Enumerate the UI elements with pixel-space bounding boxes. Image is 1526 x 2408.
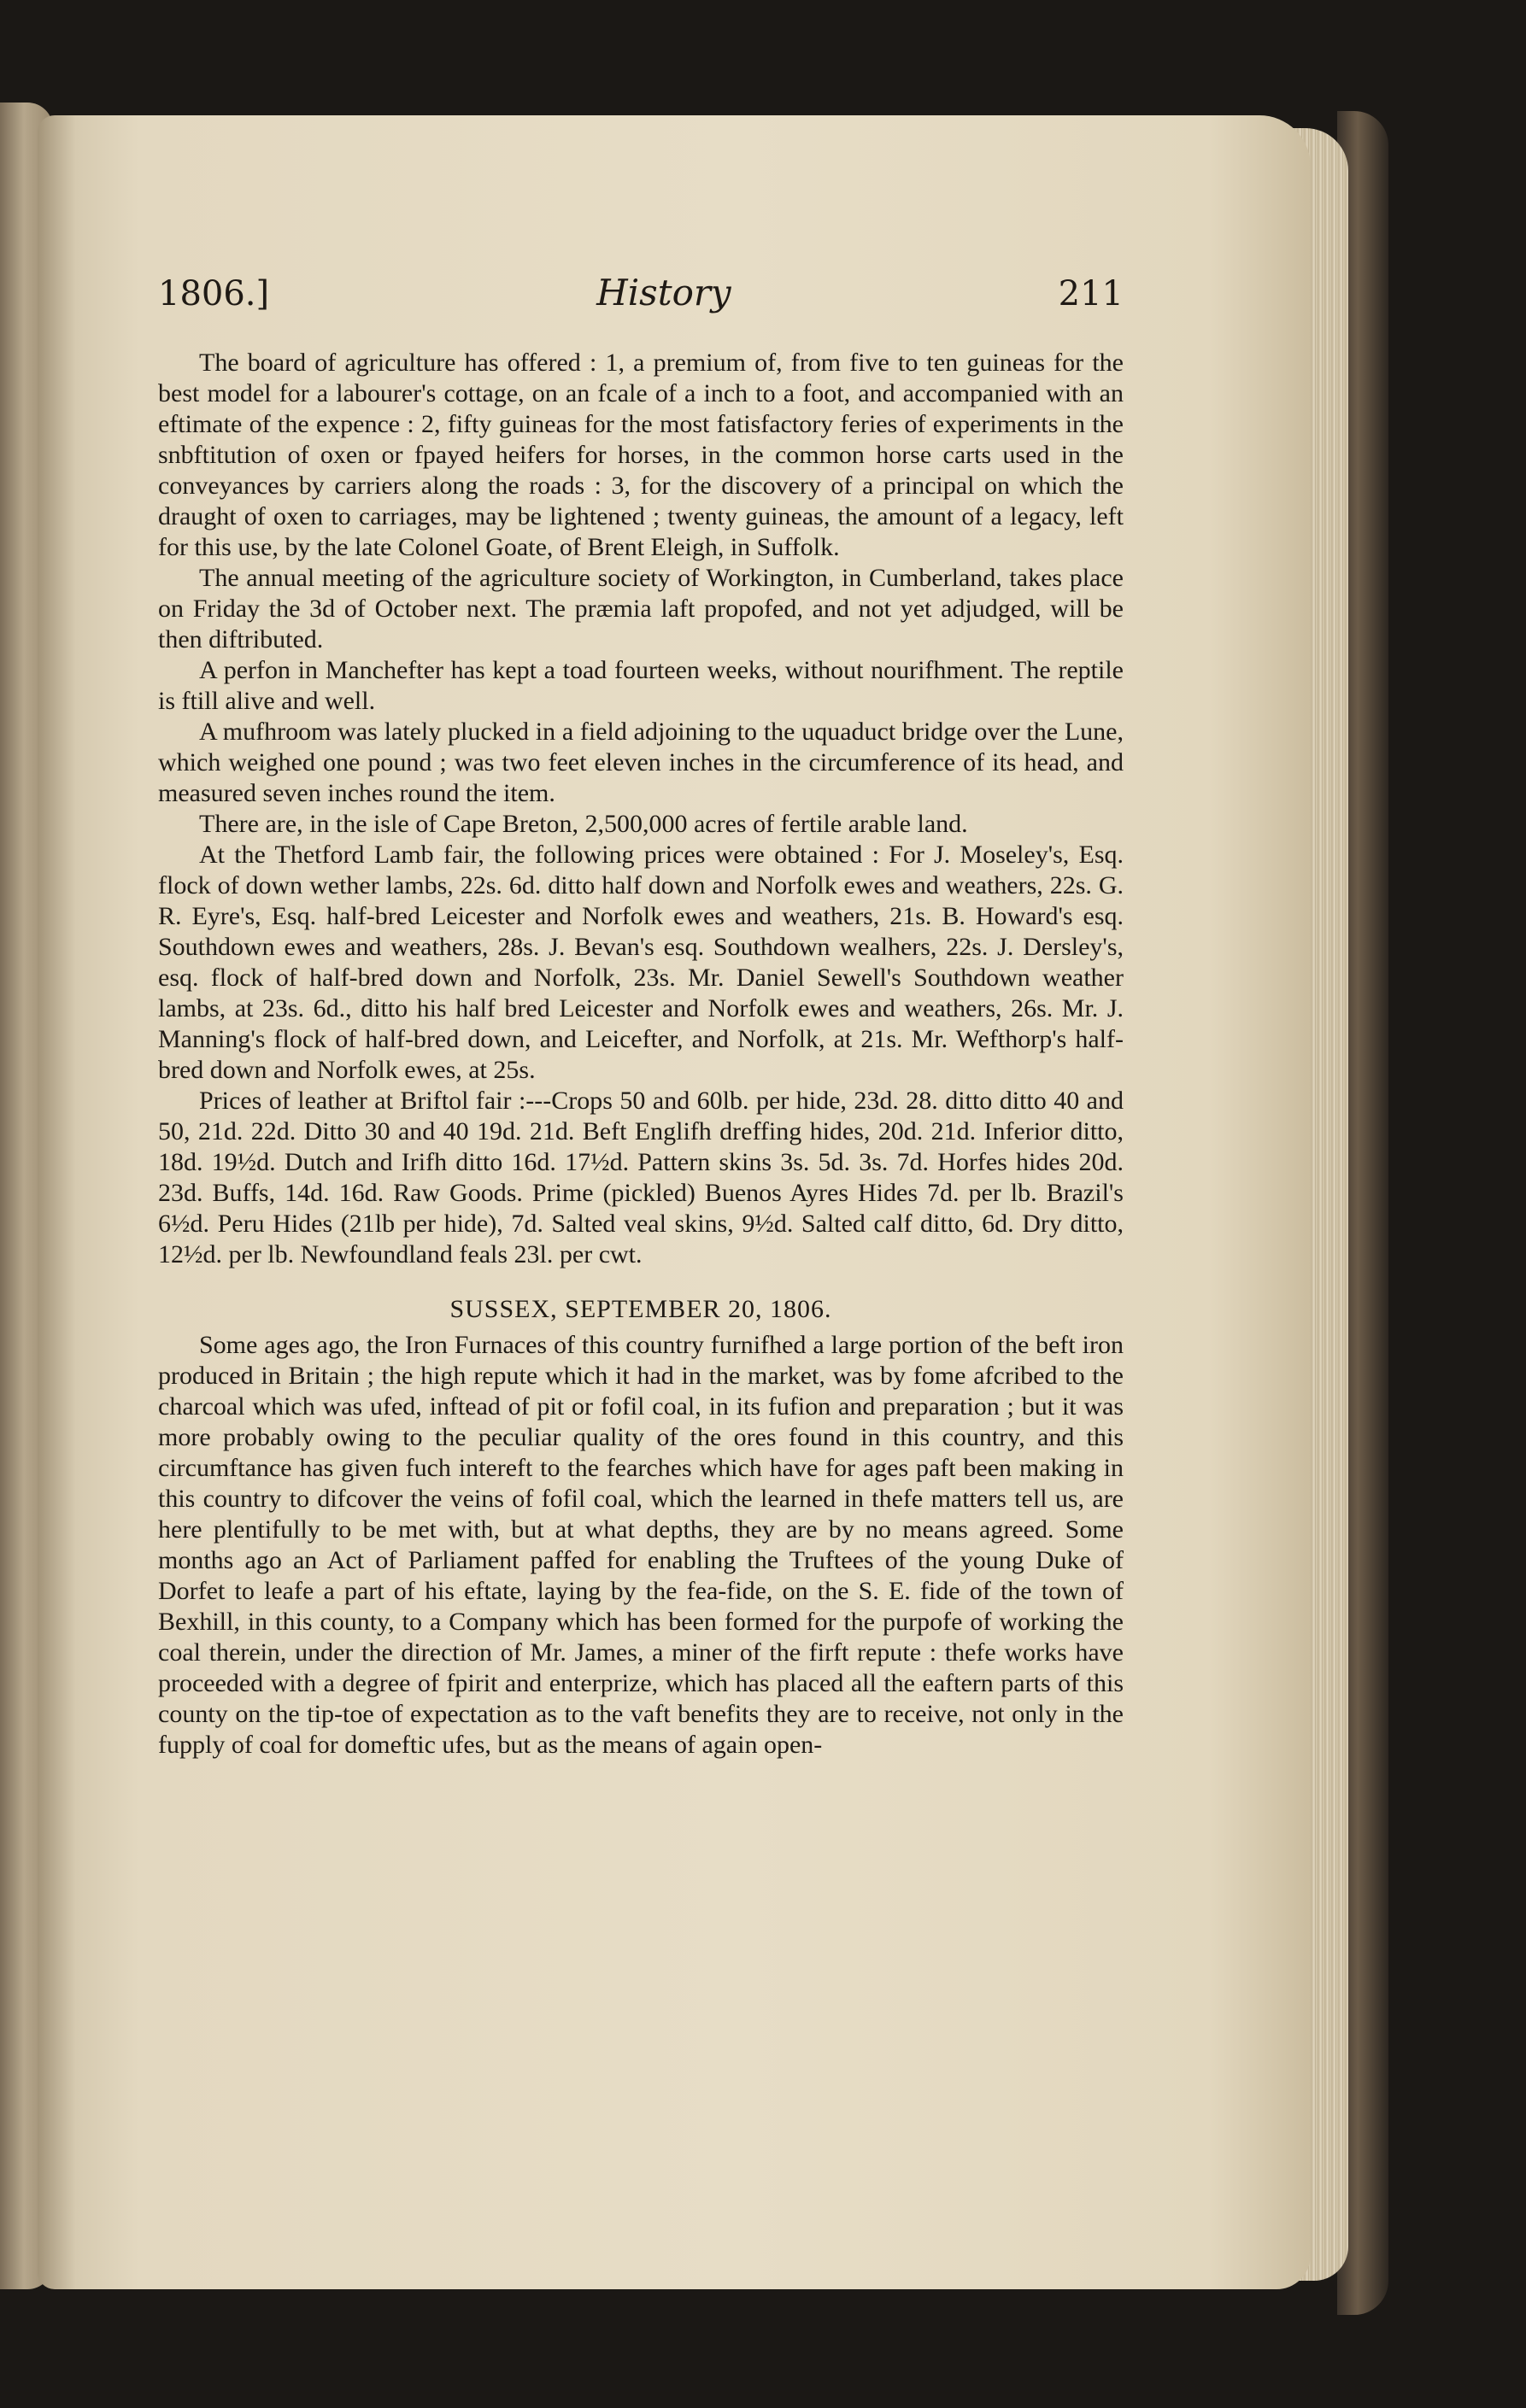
page-header [158,272,1124,313]
paragraph: Prices of leather at Briftol fair :---Crops 50 and 60lb. per hide, 23d. 28. ditto ditto 40 and 50, 21d. 22d. Ditto 30 and 40 19d. 21d. Beft Englifh dreffing hides, 20d. 21d. Inferior ditto, 18d. 19½d. Dutch and Irifh ditto 16d. 17½d. Pattern skins 3s. 5d. 3s. 7d. Horfes hides 20d. 23d. Buffs, 14d. 16d. Raw Goods. Prime (pickled) Buenos Ayres Hides 7d. per lb. Brazil's 6½d. Peru Hides (21lb per hide), 7d. Salted veal skins, 9½d. Salted calf ditto, 6d. Dry ditto, 12½d. per lb. Newfoundland feals 23l. per cwt. [158,1087,1124,1268]
paragraph: A perfon in Manchefter has kept a toad fourteen weeks, without nourifhment. The reptile is ftill alive and well. [158,656,1124,715]
paragraph: The annual meeting of the agriculture society of Workington, in Cumberland, takes place on Friday the 3d of October next. The præmia laft propofed, and not yet adjudged, will be then diftributed. [158,564,1124,653]
running-title: History [596,272,731,313]
paragraph: The board of agriculture has offered : 1, a premium of, from five to ten guineas for the best model for a labourer's cottage, on an fcale of a inch to a foot, and accompanied with an eftimate of the expence : 2, fifty guineas for the most fatisfactory feries of experiments in the snbftitution of oxen or fpayed heifers for horses, in the common horse carts used in the conveyances by carriers along the roads : 3, for the discovery of a principal on which the draught of oxen to carriages, may be lightened ; twenty guineas, the amount of a legacy, left for this use, by the late Colonel Goate, of Brent Eleigh, in Suffolk. [158,349,1124,561]
paragraph: Some ages ago, the Iron Furnaces of this country furnifhed a large portion of the beft iron produced in Britain ; the high repute which it had in the market, was by fome afcribed to the charcoal which was ufed, inftead of pit or fofil coal, in its fufion and preparation ; but it was more probably owing to the peculiar quality of the ores found in this country, and this circumftance has given fuch intereft to the fearches which have for ages paft been making in this country to difcover the veins of fofil coal, which the learned in thefe matters tell us, are here plentifully to be met with, but at what depths, they are by no means agreed. Some months ago an Act of Parliament paffed for enabling the Truftees of the young Duke of Dorfet to leafe a part of his eftate, laying by the fea-fide, on the S. E. fide of the town of Bexhill, in this county, to a Company which has been formed for the purpofe of working the coal therein, under the direction of Mr. James, a miner of the firft repute : thefe works have proceeded with a degree of fpirit and enterprize, which has placed all the eaftern parts of this county on the tip-toe of expectation as to the vaft benefits they are to receive, not only in the fupply of coal for domeftic ufes, but as the means of again open- [158,1331,1124,1759]
page-text-block [158,272,1124,1761]
paragraph: There are, in the isle of Cape Breton, 2,500,000 acres of fertile arable land. [199,810,968,838]
paragraph: A mufhroom was lately plucked in a field adjoining to the uquaduct bridge over the Lune, which weighed one pound ; was two feet eleven inches in the circumference of its head, and measured seven inches round the item. [158,718,1124,807]
page-number: 211 [1058,274,1124,313]
section-heading: SUSSEX, SEPTEMBER 20, 1806. [449,1295,832,1323]
paragraph: At the Thetford Lamb fair, the following prices were obtained : For J. Moseley's, Esq. flock of down wether lambs, 22s. 6d. ditto half down and Norfolk ewes and weathers, 22s. G. R. Eyre's, Esq. half-bred Leicester and Norfolk ewes and weathers, 21s. B. Howard's esq. Southdown ewes and weathers, 28s. J. Bevan's esq. Southdown wealhers, 22s. J. Dersley's, esq. flock of half-bred down and Norfolk, 23s. Mr. Daniel Sewell's Southdown weather lambs, at 23s. 6d., ditto his half bred Leicester and Norfolk ewes and weathers, 26s. Mr. J. Manning's flock of half-bred down, and Leicefter, and Norfolk, at 21s. Mr. Wefthorp's half-bred down and Norfolk ewes, at 25s. [158,841,1124,1084]
body-text [158,348,1124,1761]
header-date: 1806.] [158,274,270,313]
